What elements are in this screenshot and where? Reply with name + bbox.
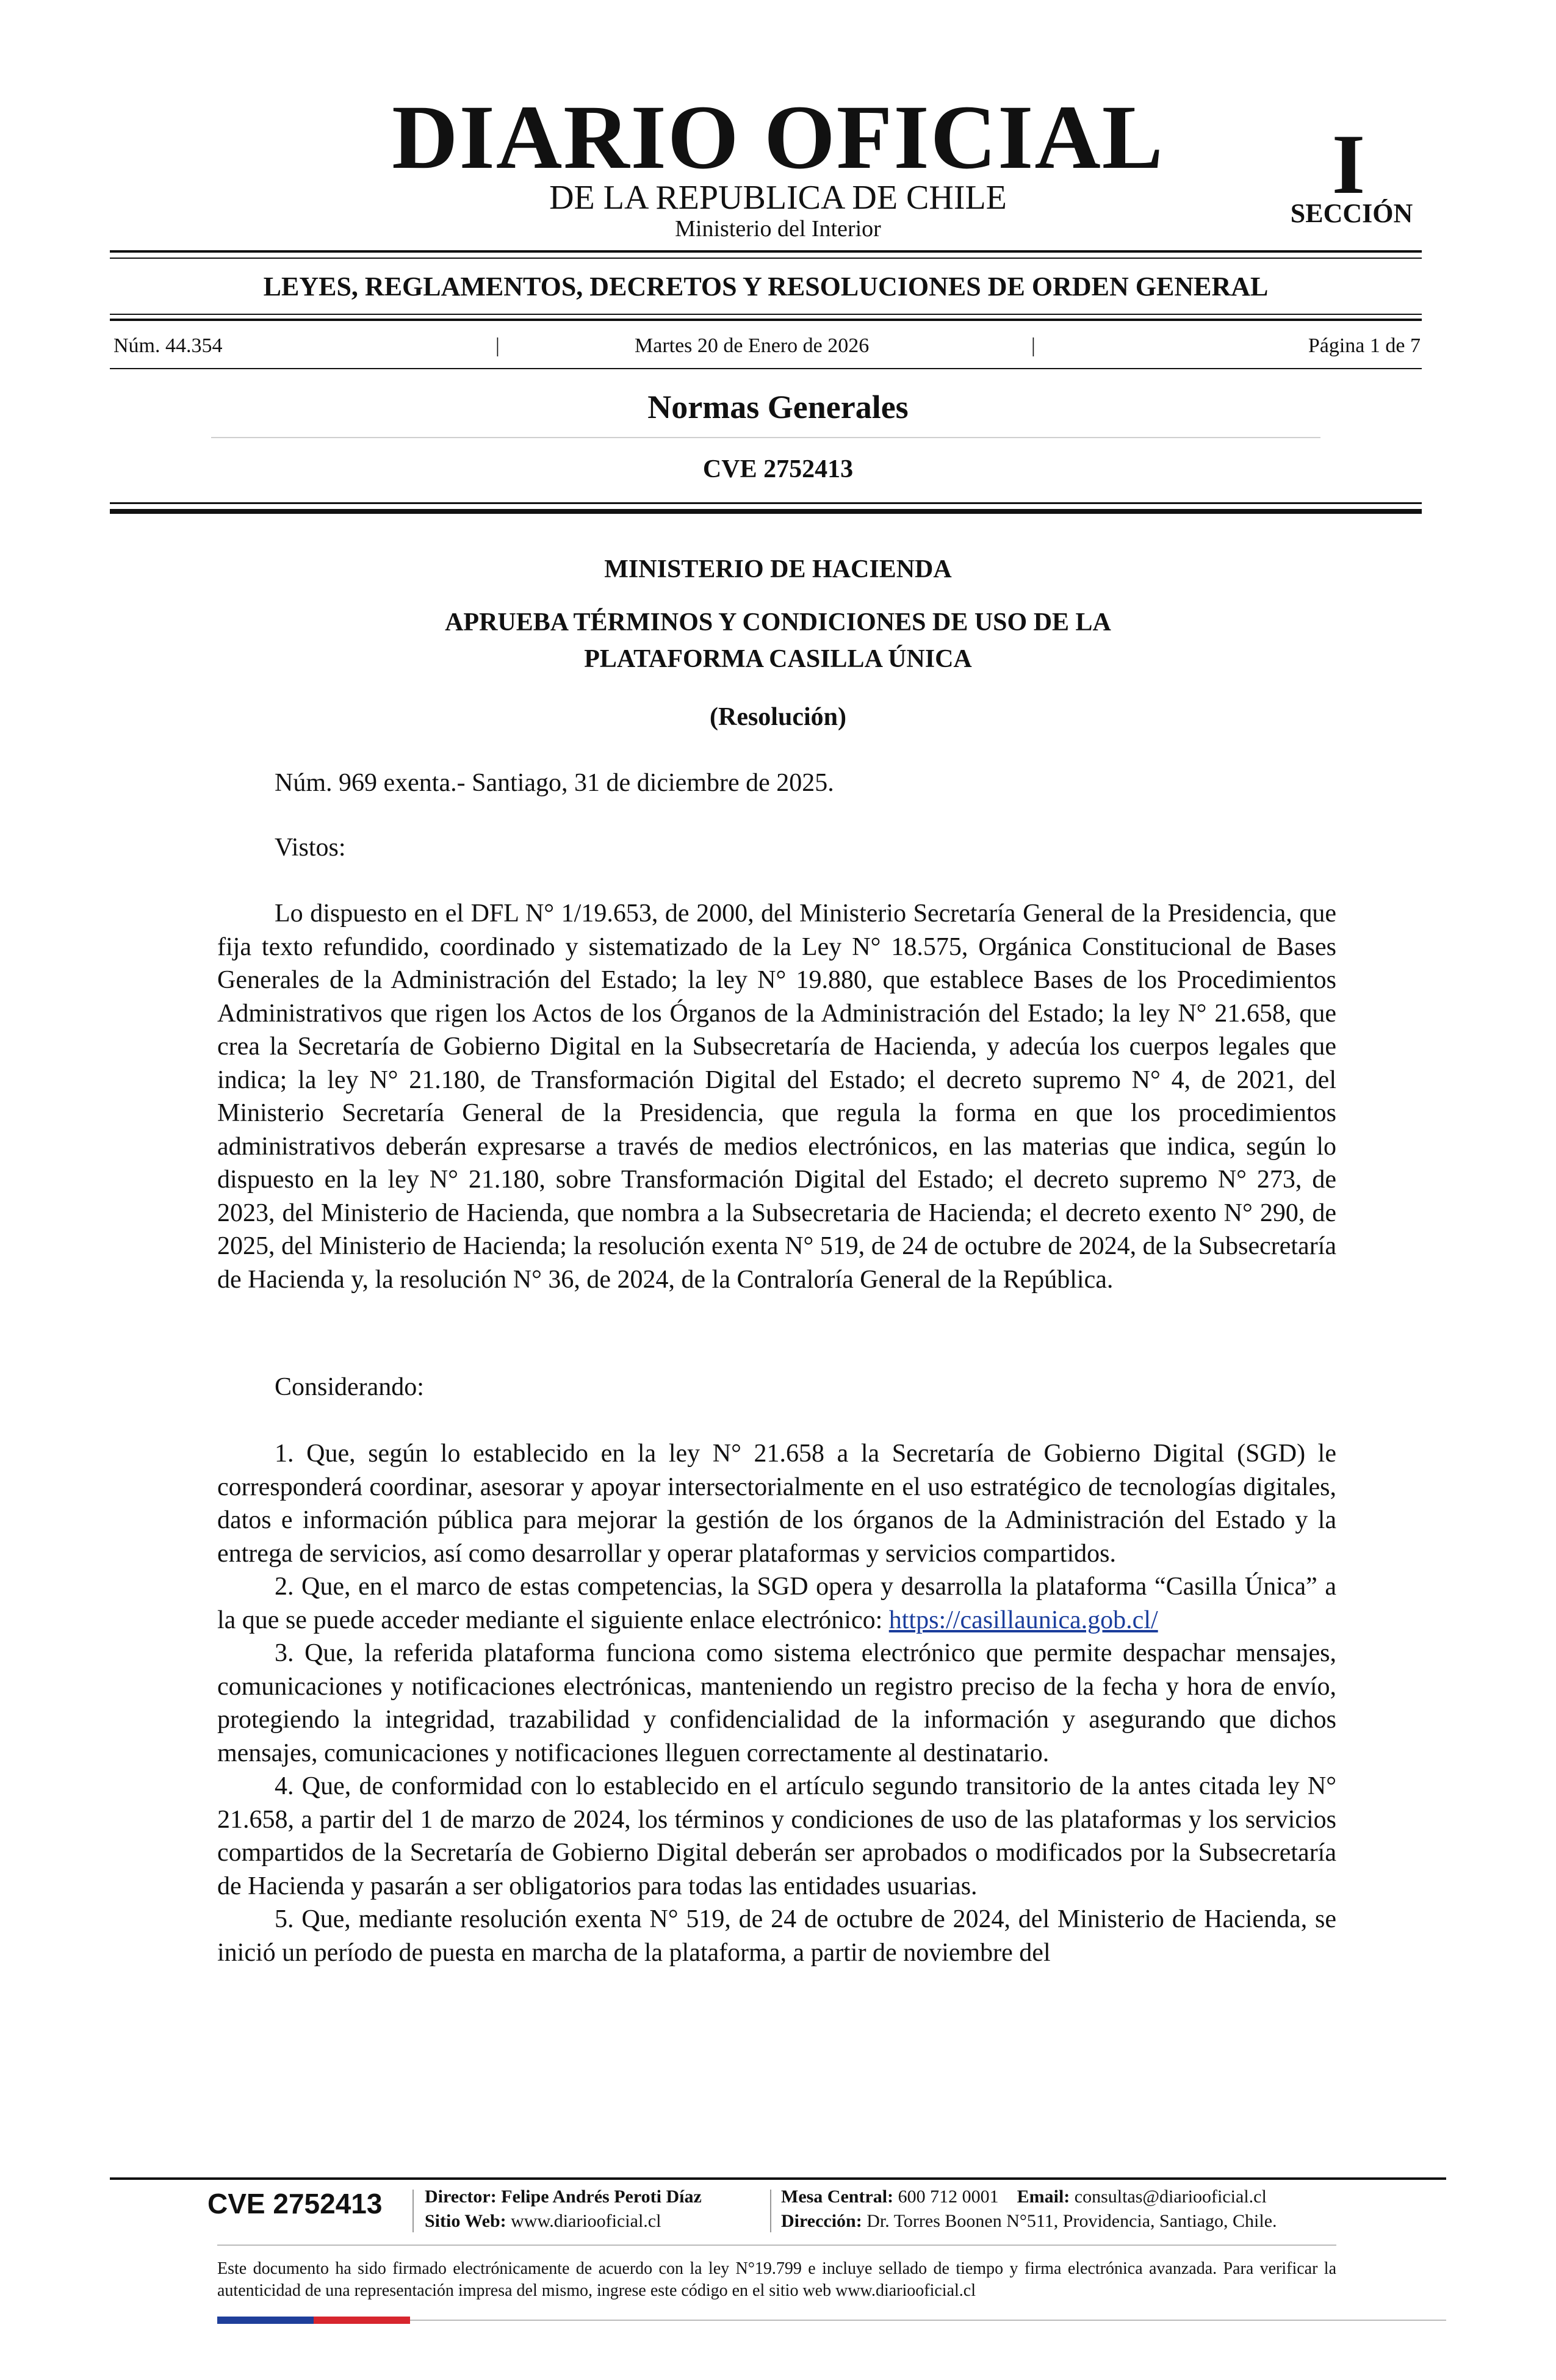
section-cve: CVE 2752413 [702, 455, 854, 483]
flag-stripe-blue [217, 2317, 314, 2324]
considerando-label: Considerando: [275, 1373, 424, 1401]
footer-website-url[interactable]: www.diariooficial.cl [511, 2211, 661, 2231]
document-title [0, 604, 1556, 677]
masthead-rule-bottom [110, 258, 1422, 259]
issue-date: Martes 20 de Enero de 2026 [635, 334, 870, 357]
vistos-label-block [217, 831, 1336, 865]
issue-separator: | [495, 334, 500, 357]
footer-divider-1 [412, 2190, 414, 2232]
document-ministry: MINISTERIO DE HACIENDA [604, 555, 952, 583]
vistos-label: Vistos: [275, 834, 346, 862]
footer-rule-bottom [410, 2320, 1446, 2321]
footer-director-block [425, 2185, 766, 2234]
footer-director-label: Director: [425, 2187, 497, 2207]
document-type: (Resolución) [710, 703, 846, 731]
footer-email-label: Email: [1017, 2187, 1070, 2207]
issue-number: Núm. 44.354 [113, 334, 223, 357]
flag-stripe-red [314, 2317, 410, 2324]
footer-website-label: Sitio Web: [425, 2211, 506, 2231]
footer-rule-top [110, 2177, 1446, 2180]
casilla-unica-link[interactable]: https://casillaunica.gob.cl/ [888, 1606, 1158, 1634]
footer-director-name: Felipe Andrés Peroti Díaz [501, 2187, 702, 2207]
considerando-item-4: 4. Que, de conformidad con lo establecido en el artículo segundo transitorio de la antes citada ley N° 21.658, a partir del 1 de marzo de 2024, los términos y condiciones de uso de las plataformas y los servicios compartidos de la Secretaría de Gobierno Digital deberán ser aprobados o modificados por la Subsecretaría de Hacienda y pasarán a ser obligatorios para todas las entidades usuarias. [217, 1772, 1336, 1900]
masthead-subtitle: DE LA REPUBLICA DE CHILE [549, 179, 1007, 217]
footer-email[interactable]: consultas@diariooficial.cl [1074, 2187, 1267, 2207]
vistos-text: Lo dispuesto en el DFL N° 1/19.653, de 2000, del Ministerio Secretaría General de la Presidencia, que fija texto refundido, coordinado y sistematizado de la Ley N° 18.575, Orgánica Constitucional de Bases Generales de la Administración del Estado; la ley N° 19.880, que establece Bases de los Procedimientos Administrativos que rigen los Actos de los Órganos de la Administración del Estado; la ley N° 21.658, que crea la Secretaría de Gobierno Digital en la Subsecretaría de Hacienda, y adecúa los cuerpos legales que indica; la ley N° 21.180, de Transformación Digital del Estado; el decreto supremo N° 4, de 2021, del Ministerio Secretaría General de la Presidencia, que regula la forma en que los procedimientos administrativos deberán expresarse a través de medios electrónicos, en las materias que indica, según lo dispuesto en la ley N° 21.180, sobre Transformación Digital del Estado; el decreto supremo N° 273, de 2023, del Ministerio de Hacienda, que nombra a la Subsecretaria de Hacienda; el decreto exento N° 290, de 2025, del Ministerio de Hacienda; la resolución exenta N° 519, de 24 de octubre de 2024, de la Subsecretaría de Hacienda y, la resolución N° 36, de 2024, de la Contraloría General de la República. [217, 900, 1336, 1294]
document-reference [217, 766, 1336, 800]
reference-text: Núm. 969 exenta.- Santiago, 31 de diciembre de 2025. [275, 769, 834, 797]
document-title-line-2: PLATAFORMA CASILLA ÚNICA [584, 645, 972, 673]
banner: LEYES, REGLAMENTOS, DECRETOS Y RESOLUCIONES DE ORDEN GENERAL [263, 272, 1269, 301]
footer-cve: CVE 2752413 [207, 2188, 383, 2220]
vistos-block [217, 897, 1336, 1296]
footer-website [425, 2209, 766, 2234]
banner-rule-top [110, 314, 1422, 315]
considerando-item-3: 3. Que, la referida plataforma funciona como sistema electrónico que permite despachar mensajes, comunicaciones y notificaciones electrónicas, manteniendo un registro preciso de la fecha y hora de envío, protegiendo la integridad, trazabilidad y confidencialidad de la información y asegurando que dichos mensajes, comunicaciones y notificaciones lleguen correctamente al destinatario. [217, 1639, 1336, 1767]
section-number: I [1331, 117, 1366, 212]
issue-page: Página 1 de 7 [1308, 334, 1421, 357]
footer-address-label: Dirección: [781, 2211, 862, 2231]
considerando-item-2-text: 2. Que, en el marco de estas competencias, la SGD opera y desarrolla la plataforma “Casilla Única” a la que se puede acceder mediante el siguiente enlace electrónico: [217, 1573, 1336, 1634]
footer-phone-label: Mesa Central: [781, 2187, 894, 2207]
considerando-item-5: 5. Que, mediante resolución exenta N° 519, de 24 de octubre de 2024, del Ministerio de Hacienda, se inició un período de puesta en marcha de la plataforma, a partir de noviembre del [217, 1905, 1336, 1967]
section-heading-rule [211, 437, 1320, 438]
banner-rule-bottom [110, 319, 1422, 321]
issue-rule [110, 368, 1422, 369]
footer-address [781, 2209, 1367, 2234]
considerando-item-2 [217, 1570, 1336, 1637]
masthead-rule-top [110, 250, 1422, 253]
footer-director [425, 2185, 766, 2209]
masthead-title: DIARIO OFICIAL [392, 87, 1164, 188]
masthead-ministry: Ministerio del Interior [675, 216, 881, 242]
document-title-line-1: APRUEBA TÉRMINOS Y CONDICIONES DE USO DE LA [445, 608, 1111, 636]
considerando-item-1: 1. Que, según lo establecido en la ley N° 21.658 a la Secretaría de Gobierno Digital (SGD) le corresponderá coordinar, asesorar y apoyar intersectorialmente en el uso estratégico de tecnologías digitales, datos e información pública para mejorar la gestión de los órganos de la Administración del Estado y la entrega de servicios, así como desarrollar y operar plataformas y servicios compartidos. [217, 1440, 1336, 1568]
footer-contact [781, 2185, 1367, 2209]
footer-address-text: Dr. Torres Boonen N°511, Providencia, Santiago, Chile. [866, 2211, 1277, 2231]
footer-phone: 600 712 0001 [898, 2187, 999, 2207]
footer-signature-note: Este documento ha sido firmado electrónicamente de acuerdo con la ley N°19.799 e incluye sellado de tiempo y firma electrónica avanzada. Para verificar la autenticidad de una representación impresa del mismo, ingrese este código en el sitio web www.diariooficial.cl [217, 2259, 1336, 2300]
section-label: SECCIÓN [1290, 198, 1413, 228]
issue-separator: | [1031, 334, 1036, 357]
section-rule-top [110, 502, 1422, 504]
footer-contact-block [781, 2185, 1367, 2234]
considerando-list [217, 1437, 1336, 1969]
section-rule-bottom [110, 509, 1422, 514]
footer-rule-mid [217, 2245, 1336, 2246]
section-heading: Normas Generales [647, 389, 909, 425]
footer-divider-2 [770, 2190, 771, 2232]
considerando-label-block [217, 1371, 1336, 1404]
